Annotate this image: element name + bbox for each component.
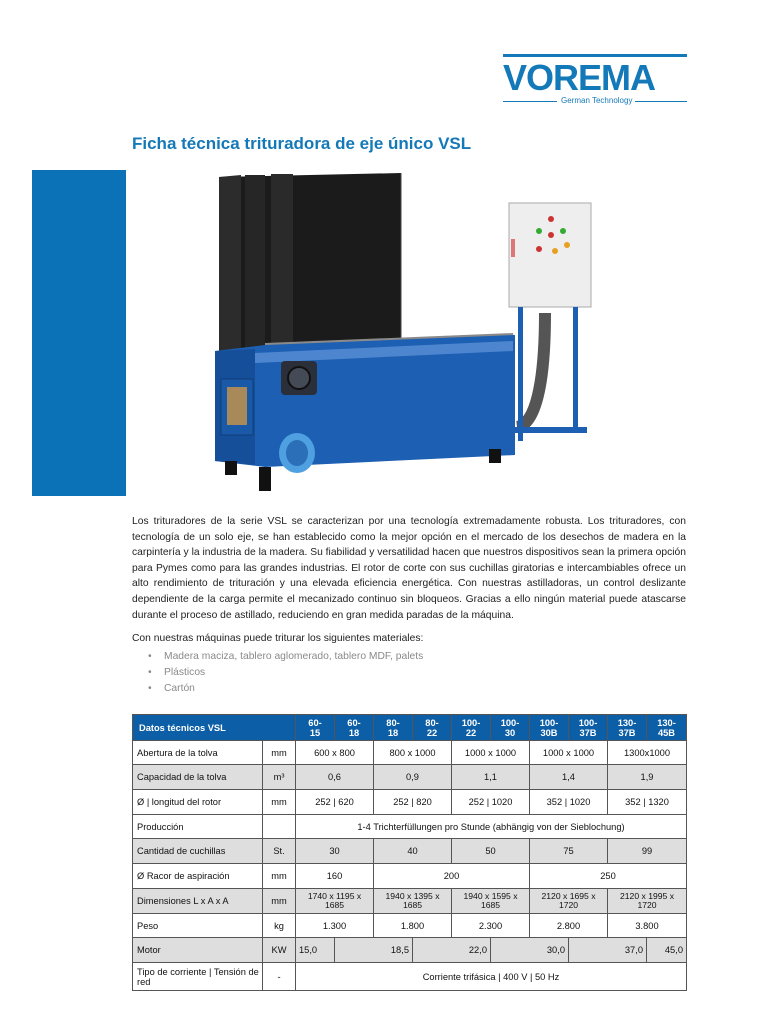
logo-wordmark: VOREMA [503,57,656,98]
table-cell: 1300x1000 [608,741,687,765]
row-unit [263,815,296,839]
table-cell: 1.300 [296,914,374,938]
table-row [133,963,687,991]
logo-tagline-row [503,95,687,107]
table-row [133,864,687,889]
table-cell: 30 [296,839,374,864]
row-label: Peso [133,914,263,938]
table-cell: 2120 x 1695 x 1720 [530,889,608,914]
list-item: • Madera maciza, tablero aglomerado, tablero MDF, palets [148,649,423,665]
table-cell: 800 x 1000 [374,741,452,765]
table-cell: 1-4 Trichterfüllungen pro Stunde (abhängig von der Sieblochung) [296,815,687,839]
row-unit: St. [263,839,296,864]
table-row [133,889,687,914]
row-label: Abertura de la tolva [133,741,263,765]
table-cell: 99 [608,839,687,864]
row-label: Cantidad de cuchillas [133,839,263,864]
model-header: 100- 30B [530,715,569,741]
table-cell: 352 | 1020 [530,790,608,815]
table-cell: 45,0 [647,938,687,963]
table-row [133,741,687,765]
row-unit: kg [263,914,296,938]
row-unit: mm [263,889,296,914]
table-row [133,815,687,839]
row-label: Ø Racor de aspiración [133,864,263,889]
model-header: 60- 18 [335,715,374,741]
table-cell: 40 [374,839,452,864]
row-label: Ø | longitud del rotor [133,790,263,815]
model-header: 100- 22 [452,715,491,741]
table-cell: 1740 x 1195 x 1685 [296,889,374,914]
table-cell: 1,9 [608,765,687,790]
table-cell: 3.800 [608,914,687,938]
table-cell: 200 [374,864,530,889]
technical-data-table [132,714,687,991]
row-unit: m³ [263,765,296,790]
row-unit: mm [263,741,296,765]
table-cell: 0,9 [374,765,452,790]
table-cell: 15,0 [296,938,335,963]
table-cell: 1000 x 1000 [452,741,530,765]
decorative-blue-bar [32,170,126,496]
row-unit: - [263,963,296,991]
model-header: 60- 15 [296,715,335,741]
table-cell: 1,1 [452,765,530,790]
table-row [133,790,687,815]
table-cell: 2120 x 1995 x 1720 [608,889,687,914]
table-cell: 22,0 [413,938,491,963]
model-header: 100- 37B [569,715,608,741]
table-cell: 252 | 620 [296,790,374,815]
table-cell: 1000 x 1000 [530,741,608,765]
description-paragraph: Los trituradores de la serie VSL se caracterizan por una tecnología extremadamente robusta. Los trituradores, con tecnología de un solo eje, se han establecido como la mejor opción en el mercado de los desechos de madera en la carpintería y la industria de la madera. Su fiabilidad y versatilidad hacen que nuestros dispositivos sean la primera opción para Pymes como para las grandes industrias. El rotor de corte con sus cuchillas giratorias e intercambiables ofrece un alto rendimiento de trituración y una elevada eficiencia energética. Con nuestras astilladoras, un control deslizante dependiente de la carga permite el mecanizado continuo sin bloqueos. Gracias a ello ningún material puede atascarse durante el proceso de astillado, reduciendo en gran medida paradas de la máquina. [132,516,686,621]
table-row [133,914,687,938]
table-row [133,938,687,963]
table-cell: 2.800 [530,914,608,938]
table-cell: 250 [530,864,687,889]
table-cell: 18,5 [335,938,413,963]
row-unit: mm [263,790,296,815]
table-header-unit [263,715,296,741]
table-cell: 50 [452,839,530,864]
model-header: 80- 22 [413,715,452,741]
row-label: Dimensiones L x A x A [133,889,263,914]
table-cell: 1940 x 1395 x 1685 [374,889,452,914]
model-header: 80- 18 [374,715,413,741]
table-cell: 352 | 1320 [608,790,687,815]
table-cell: 37,0 [569,938,647,963]
table-cell: Corriente trifásica | 400 V | 50 Hz [296,963,687,991]
table-cell: 30,0 [491,938,569,963]
table-header-row [133,715,687,741]
list-item: • Cartón [148,681,423,697]
model-header: 130- 37B [608,715,647,741]
table-cell: 1940 x 1595 x 1685 [452,889,530,914]
materials-list [148,649,423,697]
logo-line-left [503,101,557,102]
row-unit: KW [263,938,296,963]
table-row [133,839,687,864]
page-title: Ficha técnica trituradora de eje único VSL [132,134,472,153]
model-header: 130- 45B [647,715,687,741]
table-cell: 252 | 820 [374,790,452,815]
table-cell: 160 [296,864,374,889]
table-header-label: Datos técnicos VSL [133,715,263,741]
table-cell: 1,4 [530,765,608,790]
table-cell: 0,6 [296,765,374,790]
row-label: Tipo de corriente | Tensión de red [133,963,263,991]
list-item: • Plásticos [148,665,423,681]
logo-line-right [635,101,687,102]
row-label: Producción [133,815,263,839]
row-unit: mm [263,864,296,889]
table-cell: 75 [530,839,608,864]
table-row [133,765,687,790]
row-label: Capacidad de la tolva [133,765,263,790]
logo-tagline: German Technology [561,96,633,105]
table-cell: 252 | 1020 [452,790,530,815]
table-cell: 1.800 [374,914,452,938]
shredder-product-image [205,165,605,500]
vorema-logo [503,54,687,106]
materials-intro: Con nuestras máquinas puede triturar los siguientes materiales: [132,633,424,644]
model-header: 100- 30 [491,715,530,741]
row-label: Motor [133,938,263,963]
table-cell: 600 x 800 [296,741,374,765]
table-cell: 2.300 [452,914,530,938]
